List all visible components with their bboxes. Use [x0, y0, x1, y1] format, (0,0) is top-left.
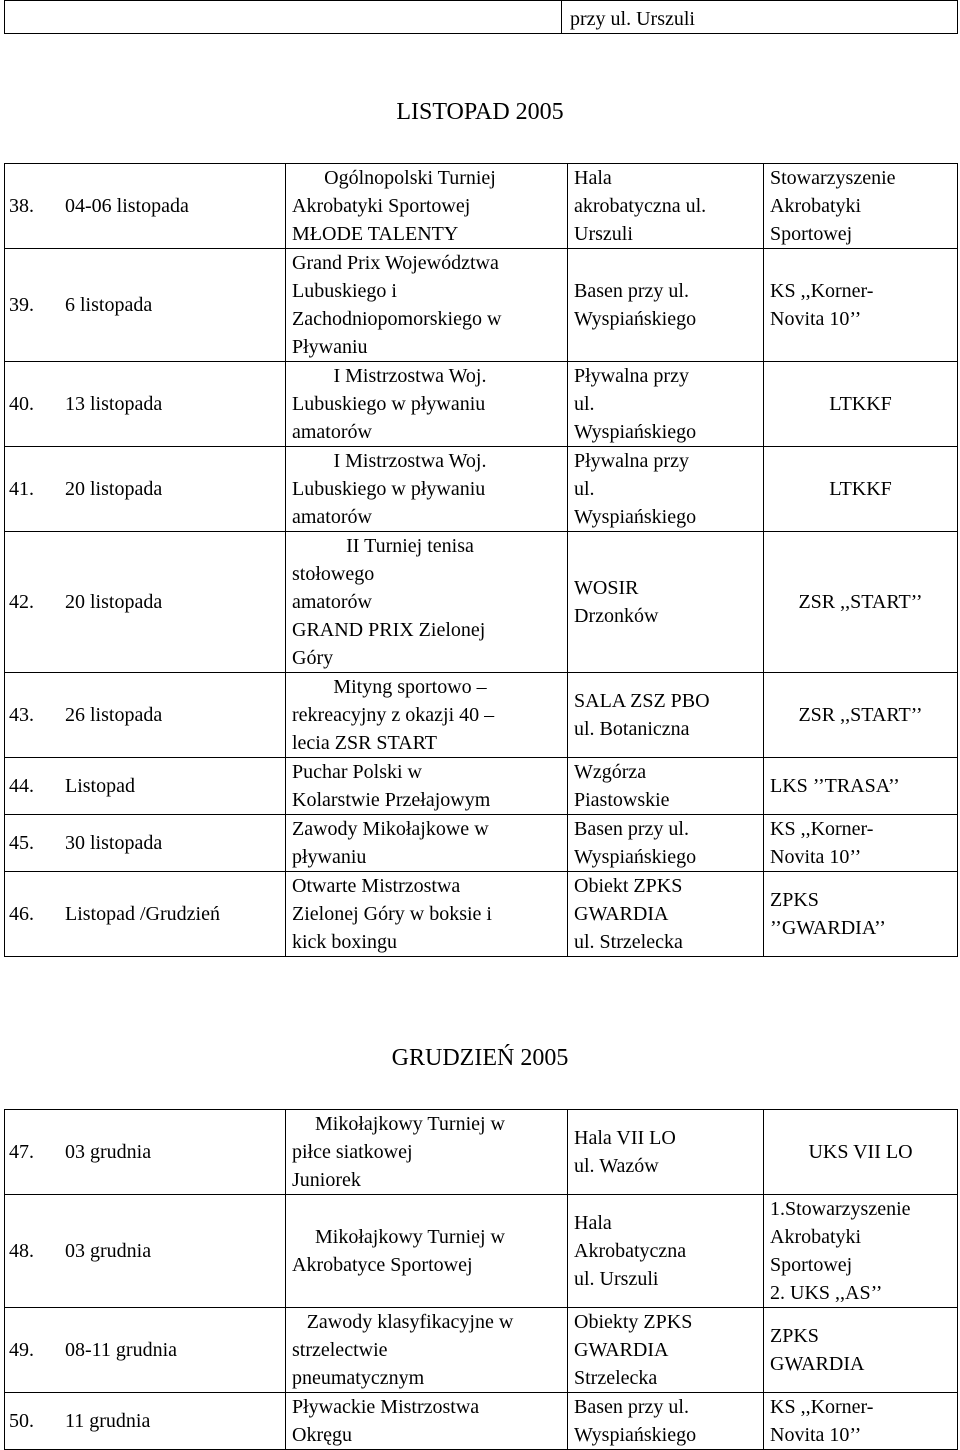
table-row	[5, 872, 958, 957]
listopad-table	[4, 163, 958, 957]
event-date: 04-06 listopada	[65, 195, 189, 217]
cell-line: Lubuskiego w pływaniu	[292, 393, 486, 415]
organizer-cell	[764, 249, 958, 362]
place-cell	[568, 758, 764, 815]
event-cell	[286, 673, 568, 758]
cell-line: GWARDIA	[574, 903, 669, 925]
cell-line: GWARDIA	[770, 1353, 865, 1375]
cell-line: WOSIR	[574, 577, 639, 599]
cell-line: Strzelecka	[574, 1367, 658, 1389]
event-date: 03 grudnia	[65, 1240, 152, 1262]
cell-line: Wyspiańskiego	[574, 1424, 697, 1446]
place-cell	[568, 815, 764, 872]
table-row	[5, 1393, 958, 1450]
cell-line: Akrobatyki	[770, 195, 862, 217]
cell-line: Wzgórza	[574, 761, 647, 783]
place-cell	[568, 1195, 764, 1308]
event-date: 20 listopada	[65, 478, 163, 500]
cell-line: stołowego	[292, 563, 375, 585]
date-cell	[5, 249, 286, 362]
organizer-cell	[764, 1110, 958, 1195]
cell-line: Hala	[574, 167, 612, 189]
cell-line: strzelectwie	[292, 1339, 388, 1361]
cell-line: Drzonków	[574, 605, 659, 627]
cell-line: Ogólnopolski Turniej	[324, 167, 496, 189]
cell-line: MŁODE TALENTY	[292, 223, 459, 245]
cell-line: Lubuskiego w pływaniu	[292, 478, 486, 500]
cell-line: amatorów	[292, 591, 372, 613]
organizer-cell	[764, 362, 958, 447]
cell-line: ZSR ,,START’’	[798, 591, 923, 613]
cell-line: Lubuskiego i	[292, 280, 397, 302]
cell-line: Basen przy ul.	[574, 280, 689, 302]
cell-line: Góry	[292, 647, 334, 669]
cell-line: Basen przy ul.	[574, 1396, 689, 1418]
cell-line: ZPKS	[770, 1325, 819, 1347]
place-cell	[568, 872, 764, 957]
section-title-listopad: LISTOPAD 2005	[396, 99, 564, 125]
place-cell	[568, 447, 764, 532]
cell-line: Pływaniu	[292, 336, 368, 358]
cell-line: Juniorek	[292, 1169, 361, 1191]
date-cell	[5, 362, 286, 447]
cell-line: Sportowej	[770, 223, 853, 245]
cell-line: Hala	[574, 1212, 612, 1234]
table-row	[5, 362, 958, 447]
place-cell	[568, 249, 764, 362]
date-cell	[5, 673, 286, 758]
row-number: 44.	[9, 775, 34, 797]
cell-line: Wyspiańskiego	[574, 506, 697, 528]
cell-line: Urszuli	[574, 223, 633, 245]
table-row	[5, 1195, 958, 1308]
event-date: 6 listopada	[65, 294, 153, 316]
organizer-cell	[764, 1308, 958, 1393]
event-cell	[286, 872, 568, 957]
cell-line: LTKKF	[829, 478, 892, 500]
cell-line: ul. Wazów	[574, 1155, 659, 1177]
cell-line: Zachodniopomorskiego w	[292, 308, 502, 330]
event-date: 30 listopada	[65, 832, 163, 854]
cell-line: amatorów	[292, 421, 372, 443]
place-cell	[568, 1110, 764, 1195]
cell-line: Pływackie Mistrzostwa	[292, 1396, 480, 1418]
event-date: 26 listopada	[65, 704, 163, 726]
cell-line: I Mistrzostwa Woj.	[333, 450, 487, 472]
event-cell	[286, 1195, 568, 1308]
cell-line: ul.	[574, 393, 595, 415]
cell-line: Novita 10’’	[770, 846, 862, 868]
organizer-cell	[764, 815, 958, 872]
grudzien-table	[4, 1109, 958, 1450]
cell-line: GRAND PRIX Zielonej	[292, 619, 486, 641]
event-cell	[286, 815, 568, 872]
event-cell	[286, 447, 568, 532]
event-date: 08-11 grudnia	[65, 1339, 178, 1361]
date-cell	[5, 164, 286, 249]
table-row	[5, 1308, 958, 1393]
cell-line: Stowarzyszenie	[770, 167, 896, 189]
table-row	[5, 673, 958, 758]
date-cell	[5, 1195, 286, 1308]
cell-line: SALA ZSZ PBO	[574, 690, 710, 712]
place-cell	[568, 362, 764, 447]
date-cell	[5, 758, 286, 815]
cell-line: Hala VII LO	[574, 1127, 676, 1149]
cell-line: LKS ’’TRASA’’	[770, 775, 900, 797]
place-cell	[568, 1393, 764, 1450]
event-date: 03 grudnia	[65, 1141, 152, 1163]
row-number: 43.	[9, 704, 34, 726]
cell-line: 1.Stowarzyszenie	[770, 1198, 911, 1220]
place-cell	[568, 532, 764, 673]
cell-line: ZPKS	[770, 889, 819, 911]
date-cell	[5, 1393, 286, 1450]
cell-line: ZSR ,,START’’	[798, 704, 923, 726]
organizer-cell	[764, 532, 958, 673]
cell-line: Pływalna przy	[574, 450, 689, 472]
table-row	[5, 815, 958, 872]
table-row	[5, 1110, 958, 1195]
event-date: Listopad	[65, 775, 135, 797]
place-cell	[568, 673, 764, 758]
cell-line: KS ,,Korner-	[770, 280, 874, 302]
date-cell	[5, 1110, 286, 1195]
cell-line: Mikołajkowy Turniej w	[314, 1226, 506, 1248]
cell-line: KS ,,Korner-	[770, 818, 874, 840]
organizer-cell	[764, 1195, 958, 1308]
cell-line: Obiekt ZPKS	[574, 875, 683, 897]
cell-line: LTKKF	[829, 393, 892, 415]
row-number: 50.	[9, 1410, 34, 1432]
cell-line: Obiekty ZPKS	[574, 1311, 693, 1333]
table-row	[5, 758, 958, 815]
place-cell	[568, 1308, 764, 1393]
table-row	[5, 447, 958, 532]
event-cell	[286, 164, 568, 249]
row-number: 49.	[9, 1339, 34, 1361]
event-date: 20 listopada	[65, 591, 163, 613]
row-number: 39.	[9, 294, 34, 316]
cell-line: kick boxingu	[292, 931, 397, 953]
cell-line: Novita 10’’	[770, 308, 862, 330]
date-cell	[5, 447, 286, 532]
event-date: 11 grudnia	[65, 1410, 151, 1432]
cell-line: GWARDIA	[574, 1339, 669, 1361]
cell-line: ul. Botaniczna	[574, 718, 690, 740]
event-cell	[286, 249, 568, 362]
event-cell	[286, 1393, 568, 1450]
cell-line: amatorów	[292, 506, 372, 528]
cell-line: ul. Urszuli	[574, 1268, 659, 1290]
row-number: 48.	[9, 1240, 34, 1262]
event-date: Listopad /Grudzień	[65, 903, 220, 925]
cell-line: Akrobatyce Sportowej	[292, 1254, 473, 1276]
cell-line: Zawody Mikołajkowe w	[292, 818, 489, 840]
cell-line: Mityng sportowo –	[333, 676, 487, 698]
cell-line: Sportowej	[770, 1254, 853, 1276]
cell-line: lecia ZSR START	[292, 732, 437, 754]
row-number: 40.	[9, 393, 34, 415]
empty-cell	[5, 1, 562, 34]
cell-line: Zawody klasyfikacyjne w	[306, 1311, 514, 1333]
section-title-grudzien: GRUDZIEŃ 2005	[391, 1045, 569, 1071]
cell-line: ul.	[574, 478, 595, 500]
event-date: 13 listopada	[65, 393, 163, 415]
cell-line: KS ,,Korner-	[770, 1396, 874, 1418]
organizer-cell	[764, 673, 958, 758]
cell-line: ’’GWARDIA’’	[770, 917, 886, 939]
organizer-cell	[764, 164, 958, 249]
row-number: 46.	[9, 903, 34, 925]
cell-line: Grand Prix Województwa	[292, 252, 499, 274]
table-row	[5, 532, 958, 673]
cell-line: Akrobatyczna	[574, 1240, 687, 1262]
date-cell	[5, 532, 286, 673]
organizer-cell	[764, 872, 958, 957]
cell-line: ul. Strzelecka	[574, 931, 683, 953]
cell-line: Basen przy ul.	[574, 818, 689, 840]
organizer-cell	[764, 1393, 958, 1450]
event-cell	[286, 532, 568, 673]
cell-line: akrobatyczna ul.	[574, 195, 707, 217]
cell-line: Pływalna przy	[574, 365, 689, 387]
cell-line: pływaniu	[292, 846, 367, 868]
table-row	[5, 164, 958, 249]
cell-line: Wyspiańskiego	[574, 846, 697, 868]
event-cell	[286, 1308, 568, 1393]
row-number: 38.	[9, 195, 34, 217]
event-cell	[286, 758, 568, 815]
date-cell	[5, 1308, 286, 1393]
cell-line: Puchar Polski w	[292, 761, 422, 783]
row-number: 42.	[9, 591, 34, 613]
cell-line: 2. UKS ,,AS’’	[770, 1282, 883, 1304]
organizer-cell	[764, 447, 958, 532]
table-row	[5, 249, 958, 362]
date-cell	[5, 872, 286, 957]
top-row-cell: przy ul. Urszuli	[562, 1, 958, 34]
cell-line: I Mistrzostwa Woj.	[333, 365, 487, 387]
cell-line: Zielonej Góry w boksie i	[292, 903, 492, 925]
row-number: 41.	[9, 478, 34, 500]
cell-line: Wyspiańskiego	[574, 421, 697, 443]
event-cell	[286, 362, 568, 447]
cell-line: Otwarte Mistrzostwa	[292, 875, 461, 897]
cell-line: pneumatycznym	[292, 1367, 425, 1389]
cell-line: piłce siatkowej	[292, 1141, 413, 1163]
event-cell	[286, 1110, 568, 1195]
cell-line: Kolarstwie Przełajowym	[292, 789, 491, 811]
cell-line: Piastowskie	[574, 789, 670, 811]
cell-line: rekreacyjny z okazji 40 –	[292, 704, 495, 726]
cell-line: Akrobatyki	[770, 1226, 862, 1248]
place-cell	[568, 164, 764, 249]
cell-line: Mikołajkowy Turniej w	[314, 1113, 506, 1135]
top-row-table	[4, 0, 958, 34]
organizer-cell	[764, 758, 958, 815]
date-cell	[5, 815, 286, 872]
cell-line: Wyspiańskiego	[574, 308, 697, 330]
cell-line: UKS VII LO	[808, 1141, 913, 1163]
cell-line: Okręgu	[292, 1424, 352, 1446]
cell-line: Novita 10’’	[770, 1424, 862, 1446]
cell-line: Akrobatyki Sportowej	[292, 195, 471, 217]
row-number: 47.	[9, 1141, 34, 1163]
cell-line: II Turniej tenisa	[346, 535, 474, 557]
row-number: 45.	[9, 832, 34, 854]
